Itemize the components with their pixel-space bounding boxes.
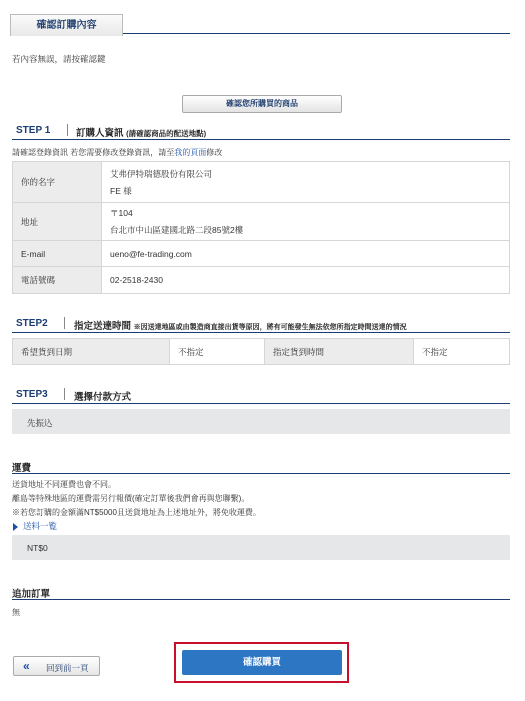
table-row [13,241,510,267]
step1-description [12,147,222,158]
payment-method-box [12,409,510,434]
street-address: 台北市中山區建國北路二段85號2樓 [110,225,244,235]
step1-desc-suffix: 修改 [206,148,223,157]
delivery-time-label: 指定貨到時間 [265,339,414,365]
back-button[interactable] [13,656,100,676]
header-divider [123,33,510,34]
double-chevron-left-icon: « [23,659,30,673]
shipping-note-1: 送貨地址不同運費也會不同。 [12,480,116,489]
additional-order-header [12,585,510,600]
postal-code: 〒104 [110,208,133,218]
address-value [102,203,510,241]
company-name: 艾弗伊特瑞德股份有限公司 [110,168,213,179]
step1-subtitle: (請確認商品的配送地點) [126,129,207,138]
step3-title: 選擇付款方式 [74,392,132,403]
email-label: E-mail [13,241,102,267]
my-page-link[interactable]: 我的頁面 [174,148,207,157]
contact-name: FE 様 [110,185,132,196]
step3-number: STEP3 [16,389,48,400]
triangle-right-icon [13,523,18,531]
step3-header [12,387,510,404]
step1-header [12,123,510,140]
step2-header [12,316,510,333]
step1-title [76,125,206,139]
step1-number: STEP 1 [16,125,51,136]
table-row [13,339,510,365]
phone-value: 02-2518-2430 [102,267,510,294]
delivery-time-table [12,338,510,365]
step-separator [64,388,65,400]
step2-title-text: 指定送達時間 [74,321,132,332]
shipping-note-2: 離島等特殊地區的運費需另行報價(確定訂單後我們會再與您聯繫)。 [12,494,250,503]
name-label: 你的名字 [13,162,102,203]
step-separator [64,317,65,329]
additional-order-value: 無 [12,608,20,617]
delivery-date-value: 不指定 [170,339,265,365]
shipping-list-label: 送料一覧 [23,521,58,531]
email-value: ueno@fe-trading.com [102,241,510,267]
page-section-tab: 確認訂購內容 [10,14,123,36]
back-button-label: 回到前一頁 [46,663,89,673]
step1-desc-prefix: 請確認登錄資訊 若您需要修改登錄資訊，請至 [12,148,175,157]
shipping-list-link[interactable] [13,520,57,532]
table-row [13,267,510,294]
shipping-fee-title: 運費 [12,463,32,474]
name-value [102,162,510,203]
step1-title-text: 訂購人資訊 [76,128,124,139]
step-separator [67,124,68,136]
delivery-date-label: 希望貨到日期 [13,339,170,365]
delivery-time-value: 不指定 [414,339,510,365]
step2-title [74,318,407,332]
orderer-info-table [12,161,510,294]
payment-method-value: 先振込 [27,418,53,428]
step2-subtitle: ※因送達地區或由製造商直接出貨等原因，將有可能發生無法依您所指定時間送達的情況 [133,324,407,331]
table-row [13,162,510,203]
shipping-note-3: ※若您訂購的金額滿NT$5000且送貨地址為上述地址外，將免收運費。 [12,508,261,517]
additional-order-title: 追加訂單 [12,589,51,600]
shipping-fee-value: NT$0 [27,543,48,553]
table-row [13,203,510,241]
step2-number: STEP2 [16,318,48,329]
address-label: 地址 [13,203,102,241]
shipping-fee-box [12,535,510,560]
shipping-fee-header [12,459,510,474]
confirm-items-button[interactable]: 確認您所購買的商品 [182,95,342,113]
confirm-note: 若內容無誤，請按確認鍵 [12,54,106,64]
confirm-purchase-button[interactable]: 確認購買 [182,650,342,675]
phone-label: 電話號碼 [13,267,102,294]
